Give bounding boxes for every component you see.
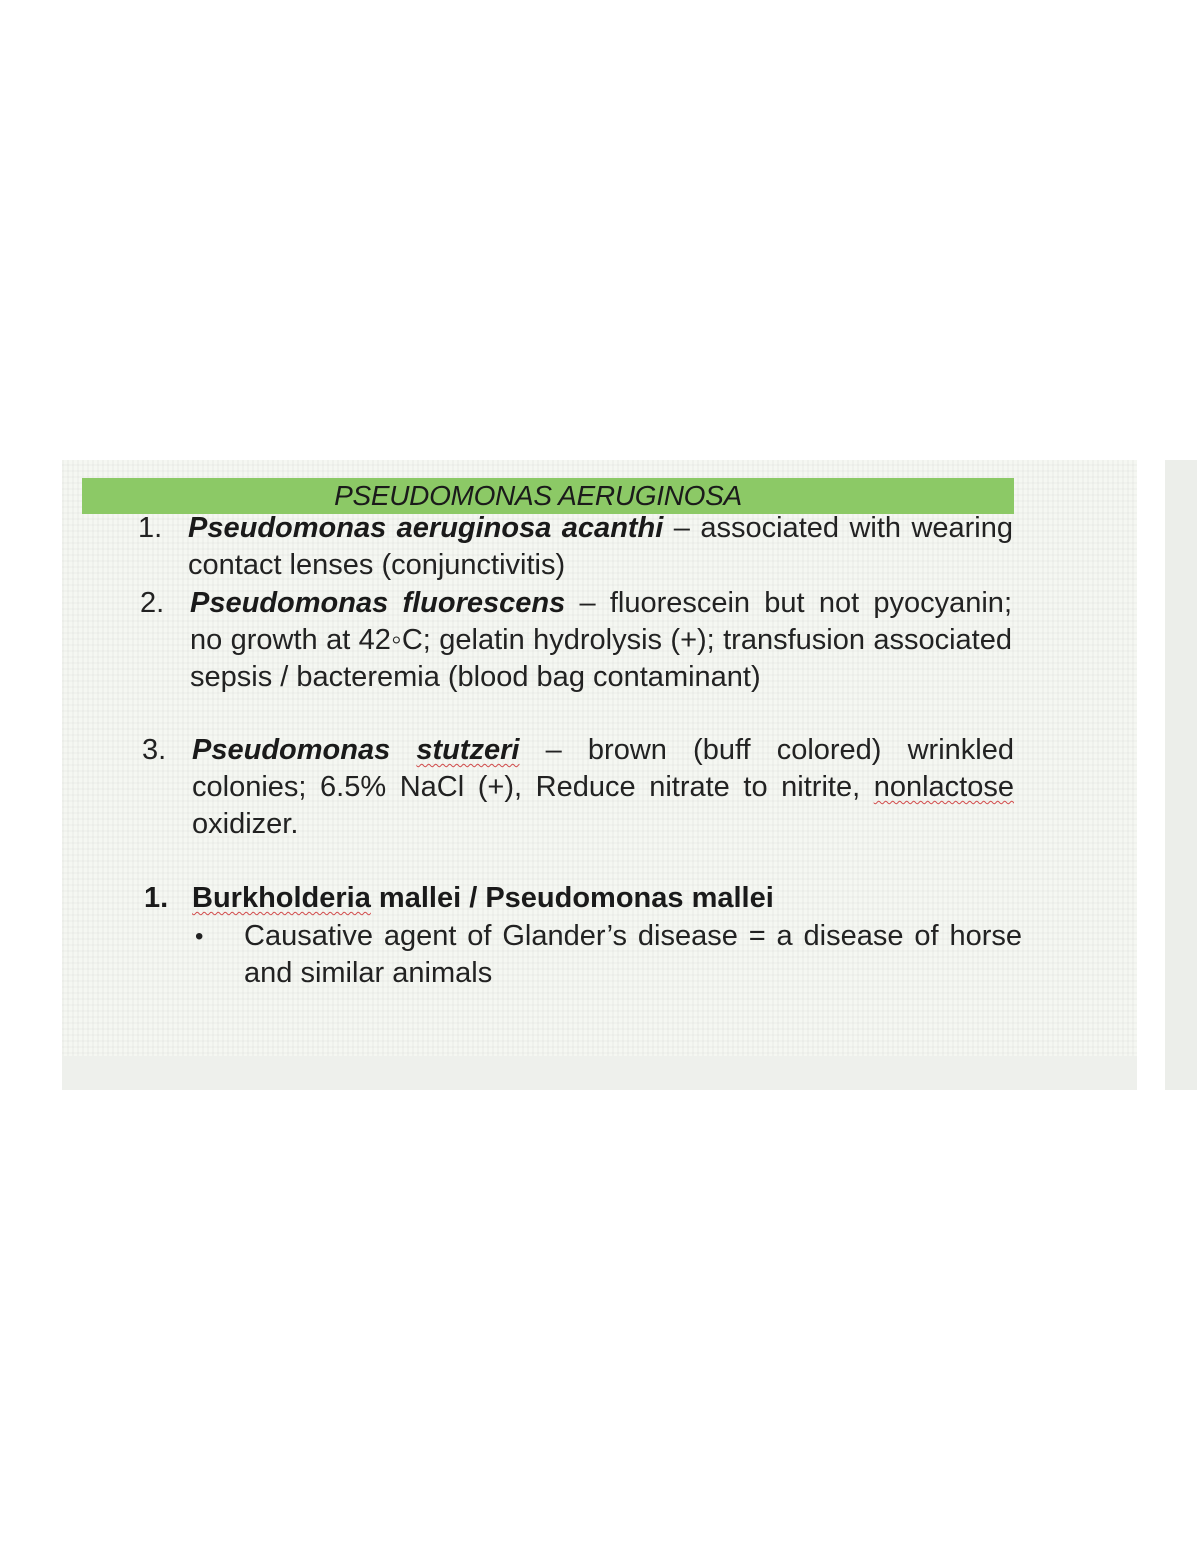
dash: – xyxy=(519,734,588,766)
bullet-item xyxy=(195,918,1022,992)
species-name-epithet: stutzeri xyxy=(416,734,520,766)
section-title-genus: Burkholderia xyxy=(192,882,371,914)
dash: – xyxy=(663,512,701,544)
section-heading xyxy=(144,880,992,917)
document-photo xyxy=(62,460,1137,1090)
photo-edge-strip xyxy=(1165,460,1197,1090)
photo-bottom-strip xyxy=(62,1056,1137,1090)
species-description-flagged-word: nonlactose xyxy=(873,771,1014,803)
species-name-genus: Pseudomonas xyxy=(192,734,417,766)
header-bar xyxy=(82,478,1014,514)
dash: – xyxy=(565,587,610,619)
list-item xyxy=(142,732,1014,843)
section-title-rest: mallei / Pseudomonas mallei xyxy=(370,882,774,914)
species-name: Pseudomonas aeruginosa acanthi xyxy=(188,512,664,544)
species-description-end: oxidizer. xyxy=(192,808,299,840)
bullet-text: Causative agent of Glander’s disease = a disease of horse and similar animals xyxy=(244,920,1022,989)
species-name: Pseudomonas fluorescens xyxy=(190,587,566,619)
species-description: fluorescein but not pyocyanin; no growth at 42◦C; gelatin hydrolysis (+); transfusion associated sepsis / bacteremia (blood bag contaminant) xyxy=(190,587,1012,693)
item-number: 2. xyxy=(140,587,165,619)
item-number: 3. xyxy=(142,734,167,766)
page-title: PSEUDOMONAS AERUGINOSA xyxy=(334,480,742,511)
bullet-icon: • xyxy=(195,923,204,950)
list-item xyxy=(138,510,1014,584)
item-number: 1. xyxy=(138,512,163,544)
section-number: 1. xyxy=(144,882,169,914)
species-description: brown (buff colored) wrinkled colonies; 6.5% NaCl (+), Reduce nitrate to nitrite, xyxy=(192,734,1014,803)
list-item xyxy=(140,585,1012,696)
species-description: associated with wearing contact lenses (conjunctivitis) xyxy=(188,512,1014,581)
